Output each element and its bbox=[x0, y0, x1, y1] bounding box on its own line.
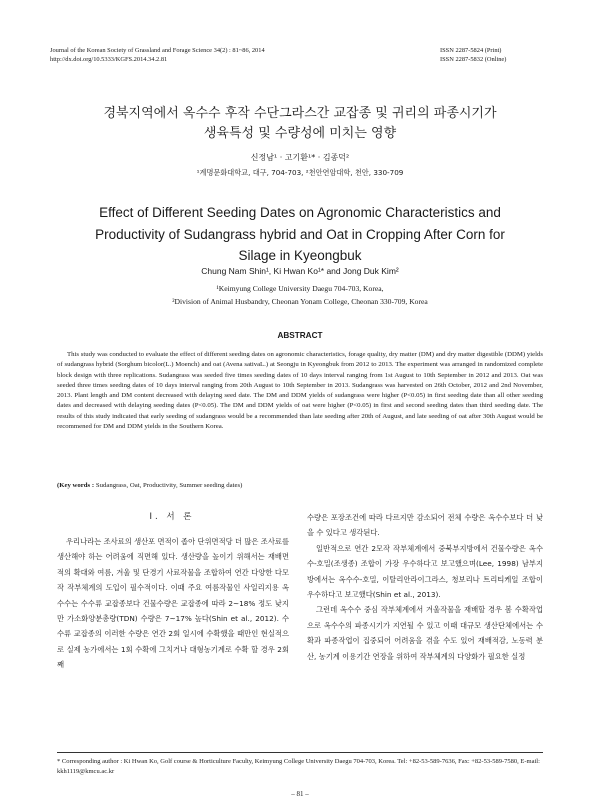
korean-title bbox=[40, 104, 560, 144]
left-column bbox=[57, 534, 289, 673]
footnote-divider bbox=[57, 752, 543, 753]
section-heading-introduction: Ⅰ. 서 론 bbox=[149, 512, 195, 522]
korean-title-line: 경북지역에서 옥수수 후작 수단그라스간 교잡종 및 귀리의 파종시기가 bbox=[103, 106, 497, 121]
english-affiliation bbox=[40, 282, 560, 308]
abstract-heading: ABSTRACT bbox=[277, 331, 323, 340]
english-authors: Chung Nam Shin¹, Ki Hwan Ko¹* and Jong Duk Kim² bbox=[201, 266, 399, 276]
keywords-label: (Key words : bbox=[57, 482, 95, 489]
english-title-line: Productivity of Sudangrass hybrid and Oat in Cropping After Corn for bbox=[95, 226, 505, 242]
doi-link[interactable]: http://dx.doi.org/10.5333/KGFS.2014.34.2.81 bbox=[50, 56, 168, 63]
issn-online: ISSN 2287-5832 (Online) bbox=[440, 56, 507, 63]
english-title-line: Effect of Different Seeding Dates on Agronomic Characteristics and bbox=[99, 205, 501, 220]
korean-title-line: 생육특성 및 수량성에 미치는 영향 bbox=[203, 126, 397, 141]
keywords bbox=[57, 482, 543, 489]
body-paragraph: 일반적으로 연간 2모작 작부체계에서 중북부지방에서 건물수량은 옥수수-호밀(조생종) 조합이 가장 우수하다고 보고했으며(Lee, 1998) 남부지방에서는 옥수수-호밀, 이탈리안라이그라스, 청보리나 트리티케일 조합이 우수하다고 보고했다(Shin et al., 2013). bbox=[307, 543, 543, 600]
body-paragraph: 그런데 옥수수 중심 작부체계에서 겨울작물을 재배할 경우 봄 수확작업으로 옥수수의 파종시기가 지연될 수 있고 이때 대규모 생산단체에서는 수확과 파종작업이 집중되어 어려움을 겪을 수도 있어 재배적감, 노동력 분산, 농기계 이용기간 연장을 위하여 작부체계의 다양화가 필요한 실정 bbox=[307, 605, 543, 661]
journal-header bbox=[50, 46, 265, 64]
body-paragraph: 수량은 포장조건에 따라 다르지만 감소되어 전체 수량은 옥수수보다 더 낮을 수 있다고 생각된다. bbox=[307, 513, 543, 538]
body-paragraph: 우리나라는 조사료의 생산포 면적이 좁아 단위면적당 더 많은 조사료를 생산해야 하는 어려움에 직면해 있다. 생산량을 높이기 위해서는 재배면적의 확대와 여름, 겨울 및 단경기 사료작물을 조합하여 연간 다양한 다모작 작부체계의 도입이 필수적이다. 이때 주요 여름작물인 사일리지용 옥수수는 수수류 교잡종보다 건물수량은 교잡종에 따라 2~18% 정도 낮지만 가소화양분총량(TDN) 수량은 7~17% 높다(Shin et al., 2012). 수수류 교잡종의 이러한 수량은 연간 2회 일시에 수확했을 때만인 현실적으로 실제 농가에서는 1회 수확에 그치거나 대형농기계로 수확 할 경우 2회째 bbox=[57, 537, 289, 670]
affiliation-line: ¹Keimyung College University Daegu 704-703, Korea, bbox=[216, 284, 384, 293]
english-title bbox=[40, 202, 560, 267]
right-column bbox=[307, 510, 543, 664]
keywords-text: Sudangrass, Oat, Productivity, Summer seeding dates) bbox=[94, 482, 243, 489]
corresponding-author-footnote: * Corresponding author : Ki Hwan Ko, Golf course & Horticulture Faculty, Keimyung College University Daegu 704-703, Korea. Tel: +82-53-589-7636, Fax: +82-53-589-7580, E-mail: kkh1119@kmcu.ac.kr bbox=[57, 758, 540, 775]
abstract-body: This study was conducted to evaluate the effect of different seeding dates on agronomic characteristics, forage quality, dry matter (DM) and dry matter digestible (DDM) yields of sudangrass hybrid (Sorghum bicolor(L.) Moench) and oat (Avena sativaL.) at Seongju in Kyeongbuk from 2012 to 2013. The experiment was arranged in randomized complete block design with three replications. Sudangrass was seeded five times seeding dates of 10 days interval ranging from 1st August to 10th September in 2012 and 2013. Oat was seeded three times seeding dates of 10 days interval ranging from 20th August to 10th September in 2013. Sudangrass was harvested on 26th October, 2012 and 2nd November, 2013. Plant length and DM content decreased with delaying seed date. The DM and DDM yields of sudangrass were higher (P<0.05) in first seeding date than all other seeding dates and decreased with delaying seeding dates (P<0.05). The DM and DDM yields of oat were higher (P<0.05) in first and second seeding dates than third seeding date. The results of this study indicated that early seeding of sudangrass would be a recommended than late seeding after 20th of August, and late seeding of oat after 30th August would be recommened for DM and DDM yields in the Southern Korea. bbox=[57, 351, 543, 431]
korean-affiliation: ¹계명문화대학교, 대구, 704-703, ²천안연암대학, 천안, 330-709 bbox=[196, 168, 404, 177]
english-title-line: Silage in Kyeongbuk bbox=[238, 248, 362, 263]
issn-header bbox=[440, 46, 506, 64]
journal-citation: Journal of the Korean Society of Grassland and Forage Science 34(2) : 81~86, 2014 bbox=[50, 47, 265, 54]
korean-authors: 신정남¹ · 고기환¹* · 김종덕² bbox=[250, 153, 350, 162]
page-number: – 81 – bbox=[291, 790, 309, 798]
issn-print: ISSN 2287-5824 (Print) bbox=[440, 47, 502, 54]
affiliation-line: ²Division of Animal Husbandry, Cheonan Yonam College, Cheonan 330-709, Korea bbox=[172, 297, 428, 306]
